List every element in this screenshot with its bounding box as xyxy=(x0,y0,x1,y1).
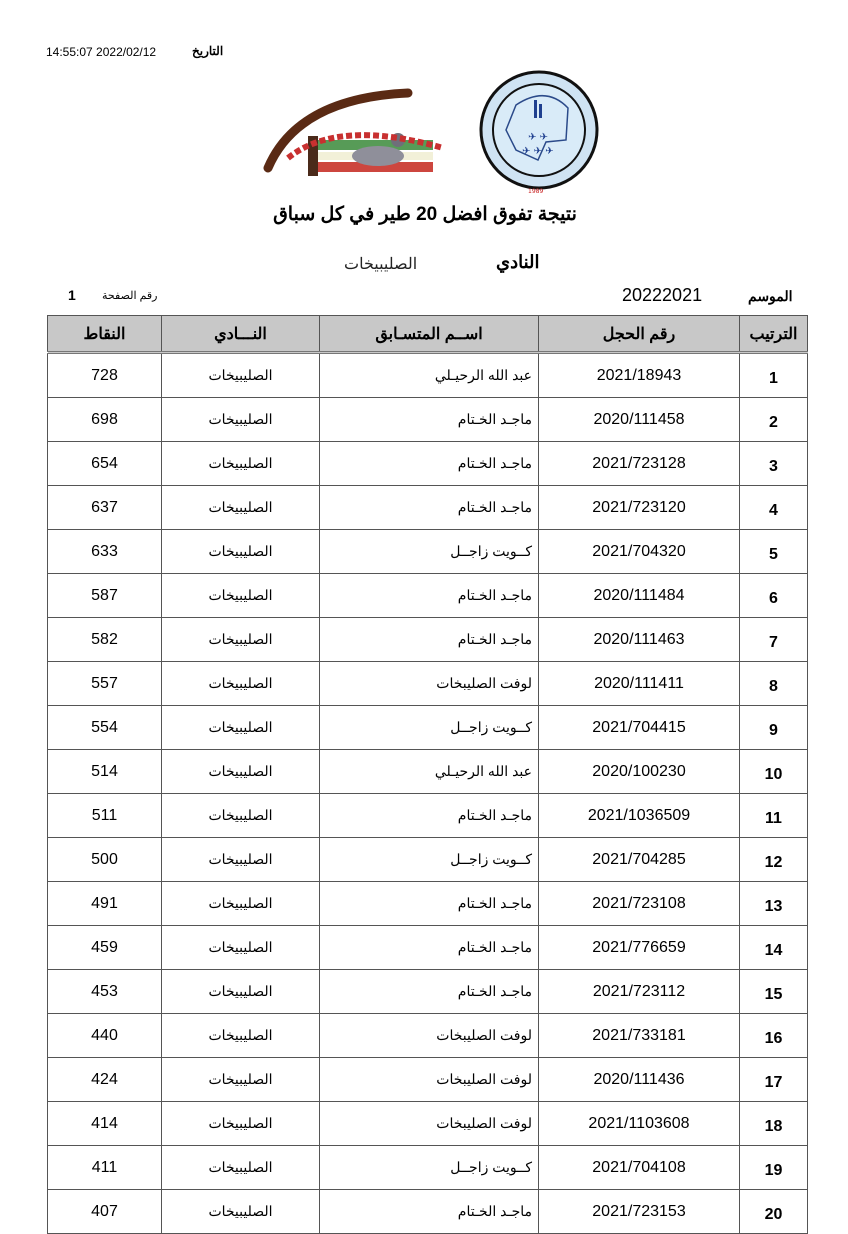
table-row xyxy=(48,926,808,970)
report-title: نتيجة تفوق افضل 20 طير في كل سباق xyxy=(273,204,577,225)
club-cell: الصليبيخات xyxy=(162,1014,320,1058)
ring-number-cell: 2021/704320 xyxy=(539,530,740,574)
rank-cell: 12 xyxy=(740,838,808,882)
competitor-name-cell: كــويت زاجــل xyxy=(320,838,539,882)
club-cell: الصليبيخات xyxy=(162,926,320,970)
points-cell: 514 xyxy=(48,750,162,794)
club-label: النادي xyxy=(496,252,540,272)
points-cell: 698 xyxy=(48,398,162,442)
club-value: الصليبيخات xyxy=(344,256,418,273)
rank-cell: 14 xyxy=(740,926,808,970)
table-header-row xyxy=(48,316,808,353)
points-cell: 511 xyxy=(48,794,162,838)
points-cell: 582 xyxy=(48,618,162,662)
ring-number-cell: 2020/100230 xyxy=(539,750,740,794)
rank-cell: 2 xyxy=(740,398,808,442)
points-cell: 587 xyxy=(48,574,162,618)
table-row xyxy=(48,750,808,794)
federation-logo xyxy=(476,70,602,196)
club-cell: الصليبيخات xyxy=(162,353,320,398)
rank-cell: 17 xyxy=(740,1058,808,1102)
table-row xyxy=(48,1190,808,1234)
club-cell: الصليبيخات xyxy=(162,882,320,926)
column-header-ring-number: رقم الحجل xyxy=(539,316,740,353)
table-row xyxy=(48,486,808,530)
club-logo xyxy=(258,78,448,188)
season-value: 20222021 xyxy=(622,285,703,305)
ring-number-cell: 2021/776659 xyxy=(539,926,740,970)
ring-number-cell: 2021/733181 xyxy=(539,1014,740,1058)
page-number-value: 1 xyxy=(68,287,76,303)
points-cell: 637 xyxy=(48,486,162,530)
competitor-name-cell: كــويت زاجــل xyxy=(320,706,539,750)
rank-cell: 8 xyxy=(740,662,808,706)
ring-number-cell: 2021/723112 xyxy=(539,970,740,1014)
rank-cell: 7 xyxy=(740,618,808,662)
rank-cell: 18 xyxy=(740,1102,808,1146)
points-cell: 633 xyxy=(48,530,162,574)
club-cell: الصليبيخات xyxy=(162,838,320,882)
club-cell: الصليبيخات xyxy=(162,1146,320,1190)
table-row xyxy=(48,970,808,1014)
results-table xyxy=(47,315,808,1234)
competitor-name-cell: لوفت الصليبخات xyxy=(320,1014,539,1058)
table-row xyxy=(48,838,808,882)
competitor-name-cell: ماجـد الخـتام xyxy=(320,618,539,662)
column-header-competitor-name: اســم المتسـابق xyxy=(320,316,539,353)
ring-number-cell: 2020/111436 xyxy=(539,1058,740,1102)
competitor-name-cell: كــويت زاجــل xyxy=(320,530,539,574)
ring-number-cell: 2021/1036509 xyxy=(539,794,740,838)
svg-text:✈ ✈ ✈: ✈ ✈ ✈ xyxy=(522,146,554,157)
points-cell: 440 xyxy=(48,1014,162,1058)
rank-cell: 6 xyxy=(740,574,808,618)
column-header-club: النـــادي xyxy=(162,316,320,353)
rank-cell: 3 xyxy=(740,442,808,486)
table-row xyxy=(48,574,808,618)
table-row xyxy=(48,1102,808,1146)
ring-number-cell: 2021/704108 xyxy=(539,1146,740,1190)
competitor-name-cell: ماجـد الخـتام xyxy=(320,970,539,1014)
ring-number-cell: 2021/704285 xyxy=(539,838,740,882)
club-cell: الصليبيخات xyxy=(162,1190,320,1234)
date-label: التاريخ xyxy=(192,44,224,58)
season-label: الموسم xyxy=(748,288,793,304)
column-header-points: النقاط xyxy=(48,316,162,353)
ring-number-cell: 2021/723153 xyxy=(539,1190,740,1234)
club-cell: الصليبيخات xyxy=(162,662,320,706)
competitor-name-cell: ماجـد الخـتام xyxy=(320,442,539,486)
points-cell: 500 xyxy=(48,838,162,882)
rank-cell: 16 xyxy=(740,1014,808,1058)
ring-number-cell: 2021/723128 xyxy=(539,442,740,486)
competitor-name-cell: ماجـد الخـتام xyxy=(320,486,539,530)
points-cell: 728 xyxy=(48,353,162,398)
table-row xyxy=(48,1146,808,1190)
points-cell: 453 xyxy=(48,970,162,1014)
competitor-name-cell: لوفت الصليبخات xyxy=(320,1058,539,1102)
points-cell: 414 xyxy=(48,1102,162,1146)
table-row xyxy=(48,794,808,838)
club-cell: الصليبيخات xyxy=(162,970,320,1014)
club-cell: الصليبيخات xyxy=(162,574,320,618)
table-row xyxy=(48,398,808,442)
club-cell: الصليبيخات xyxy=(162,442,320,486)
competitor-name-cell: ماجـد الخـتام xyxy=(320,926,539,970)
table-row xyxy=(48,662,808,706)
rank-cell: 5 xyxy=(740,530,808,574)
club-cell: الصليبيخات xyxy=(162,398,320,442)
ring-number-cell: 2020/111484 xyxy=(539,574,740,618)
competitor-name-cell: ماجـد الخـتام xyxy=(320,398,539,442)
competitor-name-cell: كــويت زاجــل xyxy=(320,1146,539,1190)
table-row xyxy=(48,530,808,574)
club-cell: الصليبيخات xyxy=(162,706,320,750)
ring-number-cell: 2021/704415 xyxy=(539,706,740,750)
ring-number-cell: 2020/111463 xyxy=(539,618,740,662)
table-row xyxy=(48,706,808,750)
table-row xyxy=(48,618,808,662)
rank-cell: 11 xyxy=(740,794,808,838)
points-cell: 407 xyxy=(48,1190,162,1234)
competitor-name-cell: ماجـد الخـتام xyxy=(320,882,539,926)
ring-number-cell: 2020/111411 xyxy=(539,662,740,706)
table-row xyxy=(48,882,808,926)
rank-cell: 4 xyxy=(740,486,808,530)
points-cell: 557 xyxy=(48,662,162,706)
club-cell: الصليبيخات xyxy=(162,530,320,574)
rank-cell: 19 xyxy=(740,1146,808,1190)
rank-cell: 15 xyxy=(740,970,808,1014)
rank-cell: 9 xyxy=(740,706,808,750)
club-cell: الصليبيخات xyxy=(162,1058,320,1102)
ring-number-cell: 2021/723108 xyxy=(539,882,740,926)
points-cell: 411 xyxy=(48,1146,162,1190)
svg-text:✈ ✈: ✈ ✈ xyxy=(528,132,548,143)
rank-cell: 10 xyxy=(740,750,808,794)
club-cell: الصليبيخات xyxy=(162,618,320,662)
table-row xyxy=(48,1014,808,1058)
svg-text:1989: 1989 xyxy=(528,188,544,195)
club-cell: الصليبيخات xyxy=(162,794,320,838)
points-cell: 654 xyxy=(48,442,162,486)
club-cell: الصليبيخات xyxy=(162,1102,320,1146)
ring-number-cell: 2020/111458 xyxy=(539,398,740,442)
points-cell: 554 xyxy=(48,706,162,750)
table-row xyxy=(48,353,808,398)
page-number-label: رقم الصفحة xyxy=(102,290,158,302)
points-cell: 424 xyxy=(48,1058,162,1102)
competitor-name-cell: عبد الله الرحيـلي xyxy=(320,353,539,398)
competitor-name-cell: ماجـد الخـتام xyxy=(320,794,539,838)
rank-cell: 13 xyxy=(740,882,808,926)
rank-cell: 20 xyxy=(740,1190,808,1234)
date-value: 14:55:07 2022/02/12 xyxy=(46,45,157,59)
competitor-name-cell: ماجـد الخـتام xyxy=(320,574,539,618)
ring-number-cell: 2021/1103608 xyxy=(539,1102,740,1146)
ring-number-cell: 2021/723120 xyxy=(539,486,740,530)
points-cell: 459 xyxy=(48,926,162,970)
rank-cell: 1 xyxy=(740,353,808,398)
points-cell: 491 xyxy=(48,882,162,926)
club-cell: الصليبيخات xyxy=(162,750,320,794)
club-cell: الصليبيخات xyxy=(162,486,320,530)
table-row xyxy=(48,1058,808,1102)
competitor-name-cell: لوفت الصليبخات xyxy=(320,662,539,706)
competitor-name-cell: لوفت الصليبخات xyxy=(320,1102,539,1146)
column-header-rank: الترتيب xyxy=(740,316,808,353)
competitor-name-cell: عبد الله الرحيـلي xyxy=(320,750,539,794)
competitor-name-cell: ماجـد الخـتام xyxy=(320,1190,539,1234)
ring-number-cell: 2021/18943 xyxy=(539,353,740,398)
table-row xyxy=(48,442,808,486)
